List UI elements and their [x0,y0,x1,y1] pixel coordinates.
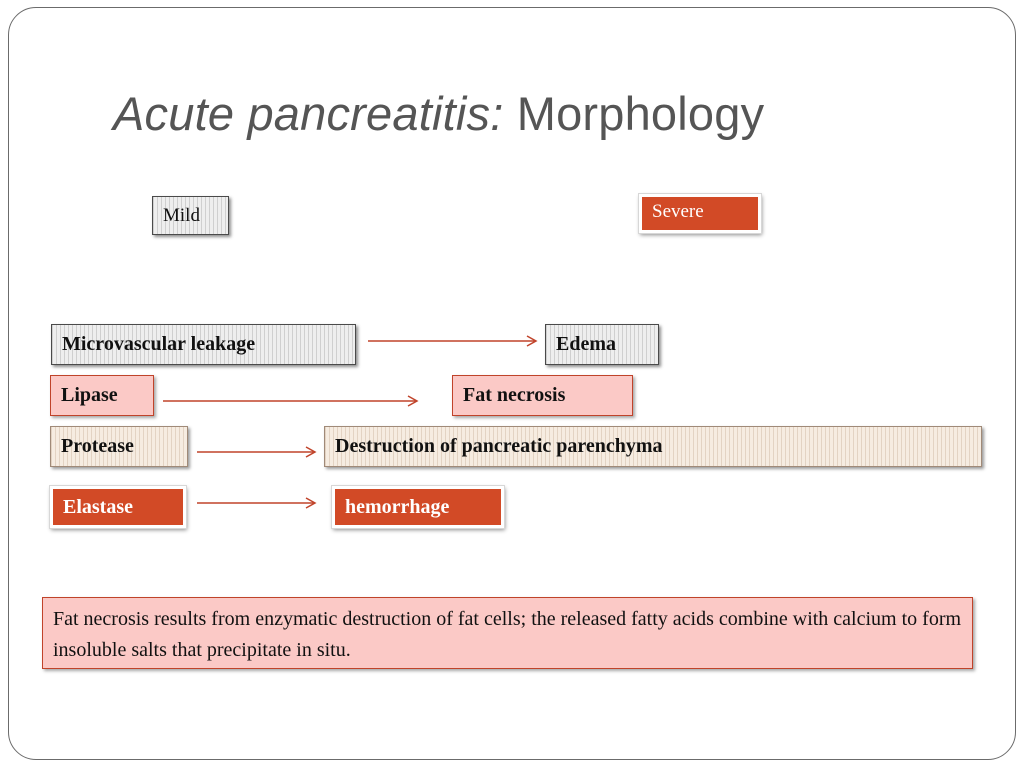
slide-title-rest: Morphology [503,87,765,140]
cause-label: Microvascular leakage [62,333,256,355]
fat-necrosis-note: Fat necrosis results from enzymatic destruction of fat cells; the released fatty acids combine with calcium to form insoluble salts that precipitate in situ. [42,597,973,669]
mild-label: Mild [163,204,200,226]
cause-label: Lipase [61,384,118,406]
effect-label: Destruction of pancreatic parenchyma [335,435,663,457]
cause-box-protease [50,426,188,467]
effect-box-fat-necrosis [452,375,633,416]
cause-label: Elastase [63,495,133,518]
effect-label: hemorrhage [345,495,450,518]
cause-box-lipase [50,375,154,416]
mild-label-box [152,196,229,235]
effect-label: Fat necrosis [463,384,566,406]
effect-box-edema [545,324,659,365]
effect-label: Edema [556,333,616,355]
severe-label-box [639,194,761,233]
slide-title [113,86,764,141]
slide-title-italic: Acute pancreatitis: [113,87,504,140]
severe-label: Severe [652,201,704,222]
effect-box-hemorrhage [332,486,504,528]
cause-box-elastase [50,486,186,528]
effect-box-parenchyma-destruction [324,426,982,467]
cause-box-microvascular-leakage [51,324,356,365]
cause-label: Protease [61,435,134,457]
